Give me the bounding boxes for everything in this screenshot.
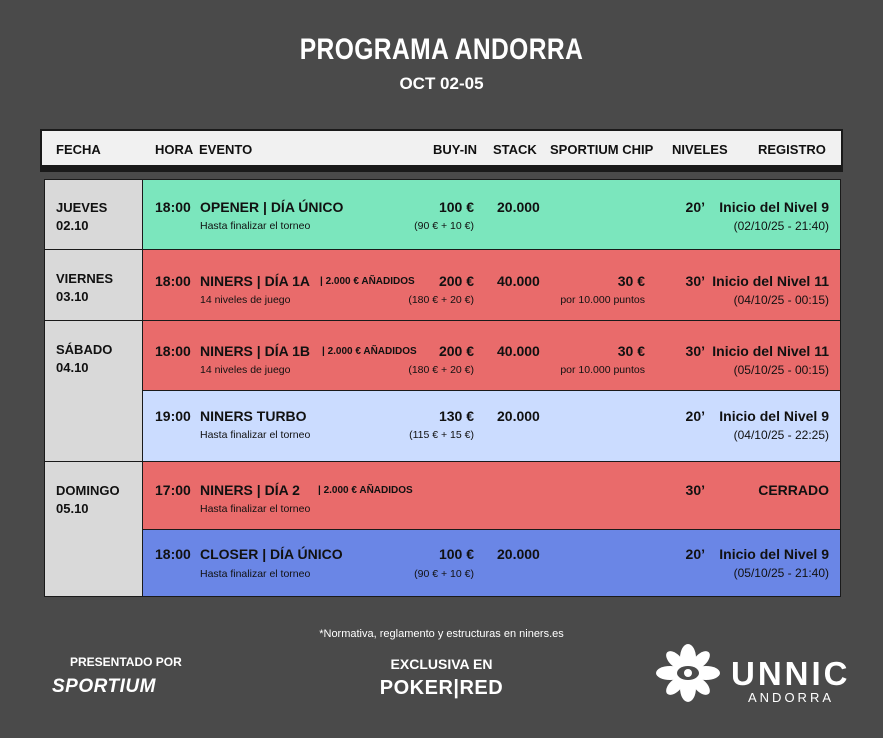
row-registro: Inicio del Nivel 9 xyxy=(719,199,829,215)
col-evento: EVENTO xyxy=(199,142,253,157)
day-date: 03.10 xyxy=(56,289,89,304)
row-niveles: 30’ xyxy=(685,482,705,498)
day-date: 05.10 xyxy=(56,501,89,516)
row-buyin: 200 € xyxy=(438,343,474,359)
row-buyin-sub: (115 € + 15 €) xyxy=(409,429,474,441)
page-title: PROGRAMA ANDORRA xyxy=(299,33,584,66)
row-event-tag: | 2.000 € AÑADIDOS xyxy=(318,485,413,496)
flower-eye-icon xyxy=(656,644,720,702)
row-hora: 17:00 xyxy=(155,482,191,498)
row-buyin: 100 € xyxy=(438,546,474,562)
row-buyin-sub: (180 € + 20 €) xyxy=(408,294,474,306)
row-registro: CERRADO xyxy=(758,482,829,498)
row-registro: Inicio del Nivel 11 xyxy=(712,343,829,359)
day-date: 04.10 xyxy=(56,360,89,375)
day-date: 02.10 xyxy=(56,218,89,233)
row-hora: 18:00 xyxy=(155,199,191,215)
row-hora: 19:00 xyxy=(155,408,191,424)
row-event-sub: Hasta finalizar el torneo xyxy=(200,568,311,580)
row-stack: 20.000 xyxy=(497,199,540,215)
row-chip-sub: por 10.000 puntos xyxy=(560,364,645,376)
row-event: NINERS TURBO xyxy=(200,408,307,424)
col-fecha: FECHA xyxy=(56,142,101,157)
row-chip: 30 € xyxy=(617,273,645,289)
page-subtitle: OCT 02-05 xyxy=(399,74,484,93)
row-niveles: 30’ xyxy=(685,273,705,289)
row-event-tag: | 2.000 € AÑADIDOS xyxy=(322,346,417,357)
row-stack: 20.000 xyxy=(497,408,540,424)
table-row xyxy=(143,462,841,530)
table-row xyxy=(143,179,841,250)
row-event-sub: Hasta finalizar el torneo xyxy=(200,429,311,441)
exclusive-label: EXCLUSIVA EN xyxy=(390,656,493,672)
row-registro: Inicio del Nivel 9 xyxy=(719,408,829,424)
row-event-sub: 14 niveles de juego xyxy=(200,364,291,376)
row-stack: 20.000 xyxy=(497,546,540,562)
row-buyin-sub: (180 € + 20 €) xyxy=(408,364,474,376)
date-cell xyxy=(44,321,143,462)
footnote: *Normativa, reglamento y estructuras en niners.es xyxy=(319,628,564,640)
col-buyin: BUY-IN xyxy=(433,142,478,157)
row-event: NINERS | DÍA 1B xyxy=(200,343,310,359)
day-name: DOMINGO xyxy=(56,483,120,498)
row-buyin-sub: (90 € + 10 €) xyxy=(414,220,474,232)
row-niveles: 20’ xyxy=(685,546,705,562)
row-registro: Inicio del Nivel 11 xyxy=(712,273,829,289)
row-registro-sub: (02/10/25 - 21:40) xyxy=(733,219,829,233)
row-buyin: 200 € xyxy=(438,273,474,289)
row-registro-sub: (05/10/25 - 00:15) xyxy=(733,363,829,377)
andorra-label: ANDORRA xyxy=(748,690,835,705)
table-row xyxy=(143,321,841,391)
row-hora: 18:00 xyxy=(155,546,191,562)
row-hora: 18:00 xyxy=(155,273,191,289)
day-name: VIERNES xyxy=(56,271,114,286)
row-registro-sub: (05/10/25 - 21:40) xyxy=(733,566,829,580)
row-chip: 30 € xyxy=(617,343,645,359)
row-event-sub: Hasta finalizar el torneo xyxy=(200,503,311,515)
col-registro: REGISTRO xyxy=(758,142,826,157)
row-event-sub: Hasta finalizar el torneo xyxy=(200,220,311,232)
date-cell xyxy=(44,462,143,597)
col-niveles: NIVELES xyxy=(672,142,728,157)
table-row xyxy=(143,530,841,597)
day-name: SÁBADO xyxy=(56,342,113,357)
row-buyin: 130 € xyxy=(438,408,474,424)
sportium-logo: SPORTIUM xyxy=(52,676,156,697)
row-registro-sub: (04/10/25 - 00:15) xyxy=(733,293,829,307)
row-chip-sub: por 10.000 puntos xyxy=(560,294,645,306)
row-buyin: 100 € xyxy=(438,199,474,215)
date-cell xyxy=(44,250,143,321)
row-niveles: 30’ xyxy=(685,343,705,359)
row-event: OPENER | DÍA ÚNICO xyxy=(200,199,344,215)
table-header xyxy=(40,129,843,167)
row-registro: Inicio del Nivel 9 xyxy=(719,546,829,562)
row-stack: 40.000 xyxy=(497,273,540,289)
row-event-tag: | 2.000 € AÑADIDOS xyxy=(320,276,415,287)
row-niveles: 20’ xyxy=(685,408,705,424)
unnic-logo: UNNIC xyxy=(731,655,851,692)
row-hora: 18:00 xyxy=(155,343,191,359)
row-event-sub: 14 niveles de juego xyxy=(200,294,291,306)
row-registro-sub: (04/10/25 - 22:25) xyxy=(733,428,829,442)
row-event: NINERS | DÍA 1A xyxy=(200,273,310,289)
row-buyin-sub: (90 € + 10 €) xyxy=(414,568,474,580)
col-chip: SPORTIUM CHIP xyxy=(550,142,654,157)
day-name: JUEVES xyxy=(56,200,108,215)
row-event: NINERS | DÍA 2 xyxy=(200,482,300,498)
table-row xyxy=(143,391,841,462)
date-cell xyxy=(44,179,143,250)
col-hora: HORA xyxy=(155,142,194,157)
row-niveles: 20’ xyxy=(685,199,705,215)
row-stack: 40.000 xyxy=(497,343,540,359)
row-event: CLOSER | DÍA ÚNICO xyxy=(200,546,343,562)
table-row xyxy=(143,250,841,321)
pokerred-logo: POKER|RED xyxy=(379,677,504,699)
presented-by: PRESENTADO POR xyxy=(70,655,182,669)
col-stack: STACK xyxy=(493,142,537,157)
